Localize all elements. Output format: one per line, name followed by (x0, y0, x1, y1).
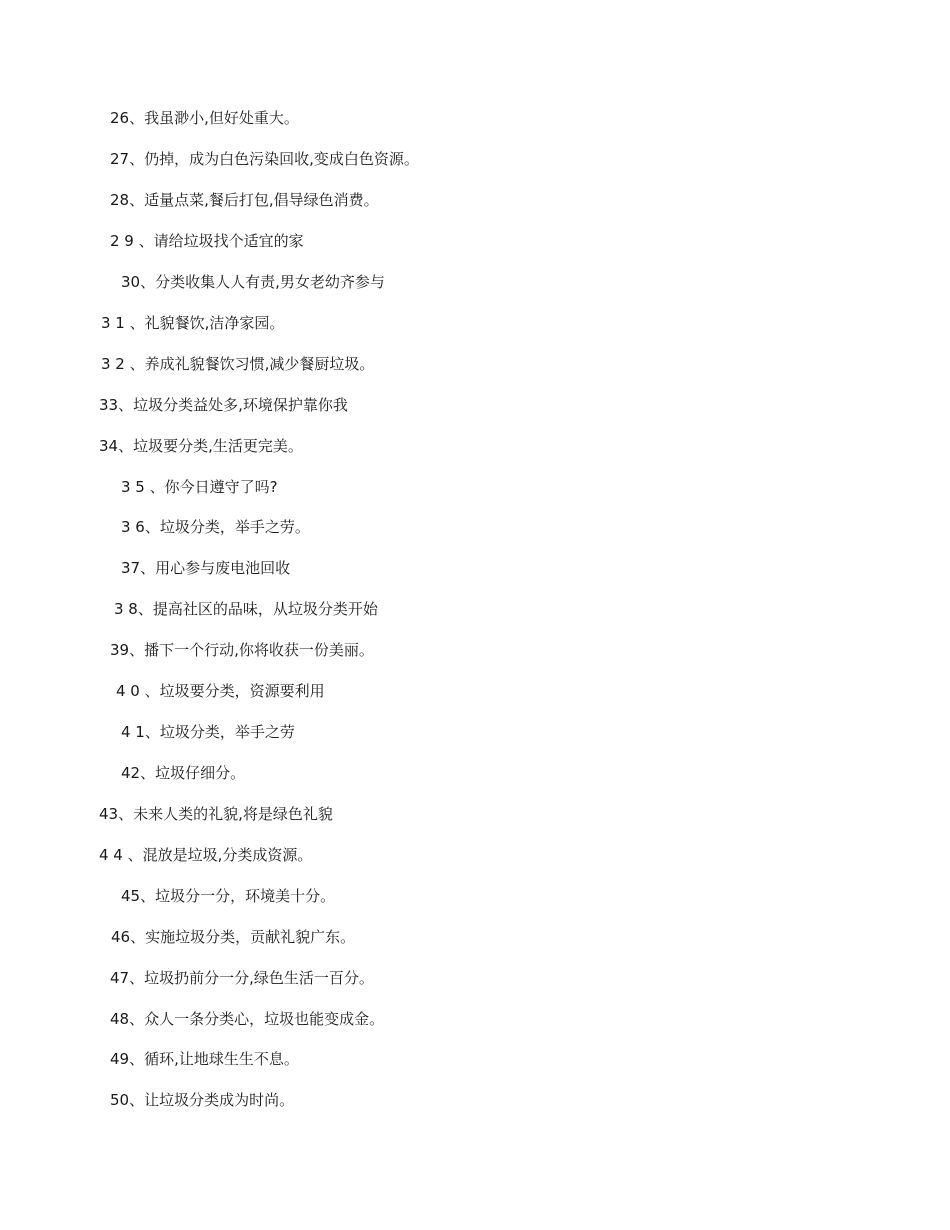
slogan-line-35: 3 5 、你今日遵守了吗? (121, 478, 278, 496)
slogan-line-50: 50、让垃圾分类成为时尚。 (110, 1091, 295, 1109)
slogan-line-44: 4 4 、混放是垃圾,分类成资源。 (99, 846, 313, 864)
slogan-line-49: 49、循环,让地球生生不息。 (110, 1050, 299, 1068)
slogan-line-40: 4 0 、垃圾要分类，资源要利用 (116, 682, 325, 700)
slogan-line-28: 28、适量点菜,餐后打包,倡导绿色消费。 (110, 191, 379, 209)
slogan-line-41: 4 1、垃圾分类，举手之劳 (121, 723, 295, 741)
slogan-line-45: 45、垃圾分一分，环境美十分。 (121, 887, 336, 905)
slogan-line-42: 42、垃圾仔细分。 (121, 764, 246, 782)
slogan-line-34: 34、垃圾要分类,生活更完美。 (99, 437, 303, 455)
slogan-line-33: 33、垃圾分类益处多,环境保护靠你我 (99, 396, 348, 414)
slogan-line-26: 26、我虽渺小,但好处重大。 (110, 109, 299, 127)
slogan-line-30: 30、分类收集人人有责,男女老幼齐参与 (121, 273, 385, 291)
slogan-line-29: 2 9 、请给垃圾找个适宜的家 (110, 232, 304, 250)
slogan-line-32: 3 2 、养成礼貌餐饮习惯,减少餐厨垃圾。 (101, 355, 375, 373)
slogan-line-43: 43、未来人类的礼貌,将是绿色礼貌 (99, 805, 333, 823)
slogan-line-46: 46、实施垃圾分类，贡献礼貌广东。 (111, 928, 356, 946)
slogan-line-48: 48、众人一条分类心，垃圾也能变成金。 (110, 1010, 385, 1028)
slogan-line-27: 27、仍掉，成为白色污染回收,变成白色资源。 (110, 150, 419, 168)
slogan-line-38: 3 8、提高社区的品味，从垃圾分类开始 (114, 600, 378, 618)
slogan-line-31: 3 1 、礼貌餐饮,洁净家园。 (101, 314, 285, 332)
slogan-line-47: 47、垃圾扔前分一分,绿色生活一百分。 (110, 969, 374, 987)
slogan-line-39: 39、播下一个行动,你将收获一份美丽。 (110, 641, 374, 659)
slogan-line-36: 3 6、垃圾分类，举手之劳。 (121, 518, 310, 536)
slogan-line-37: 37、用心参与废电池回收 (121, 559, 291, 577)
